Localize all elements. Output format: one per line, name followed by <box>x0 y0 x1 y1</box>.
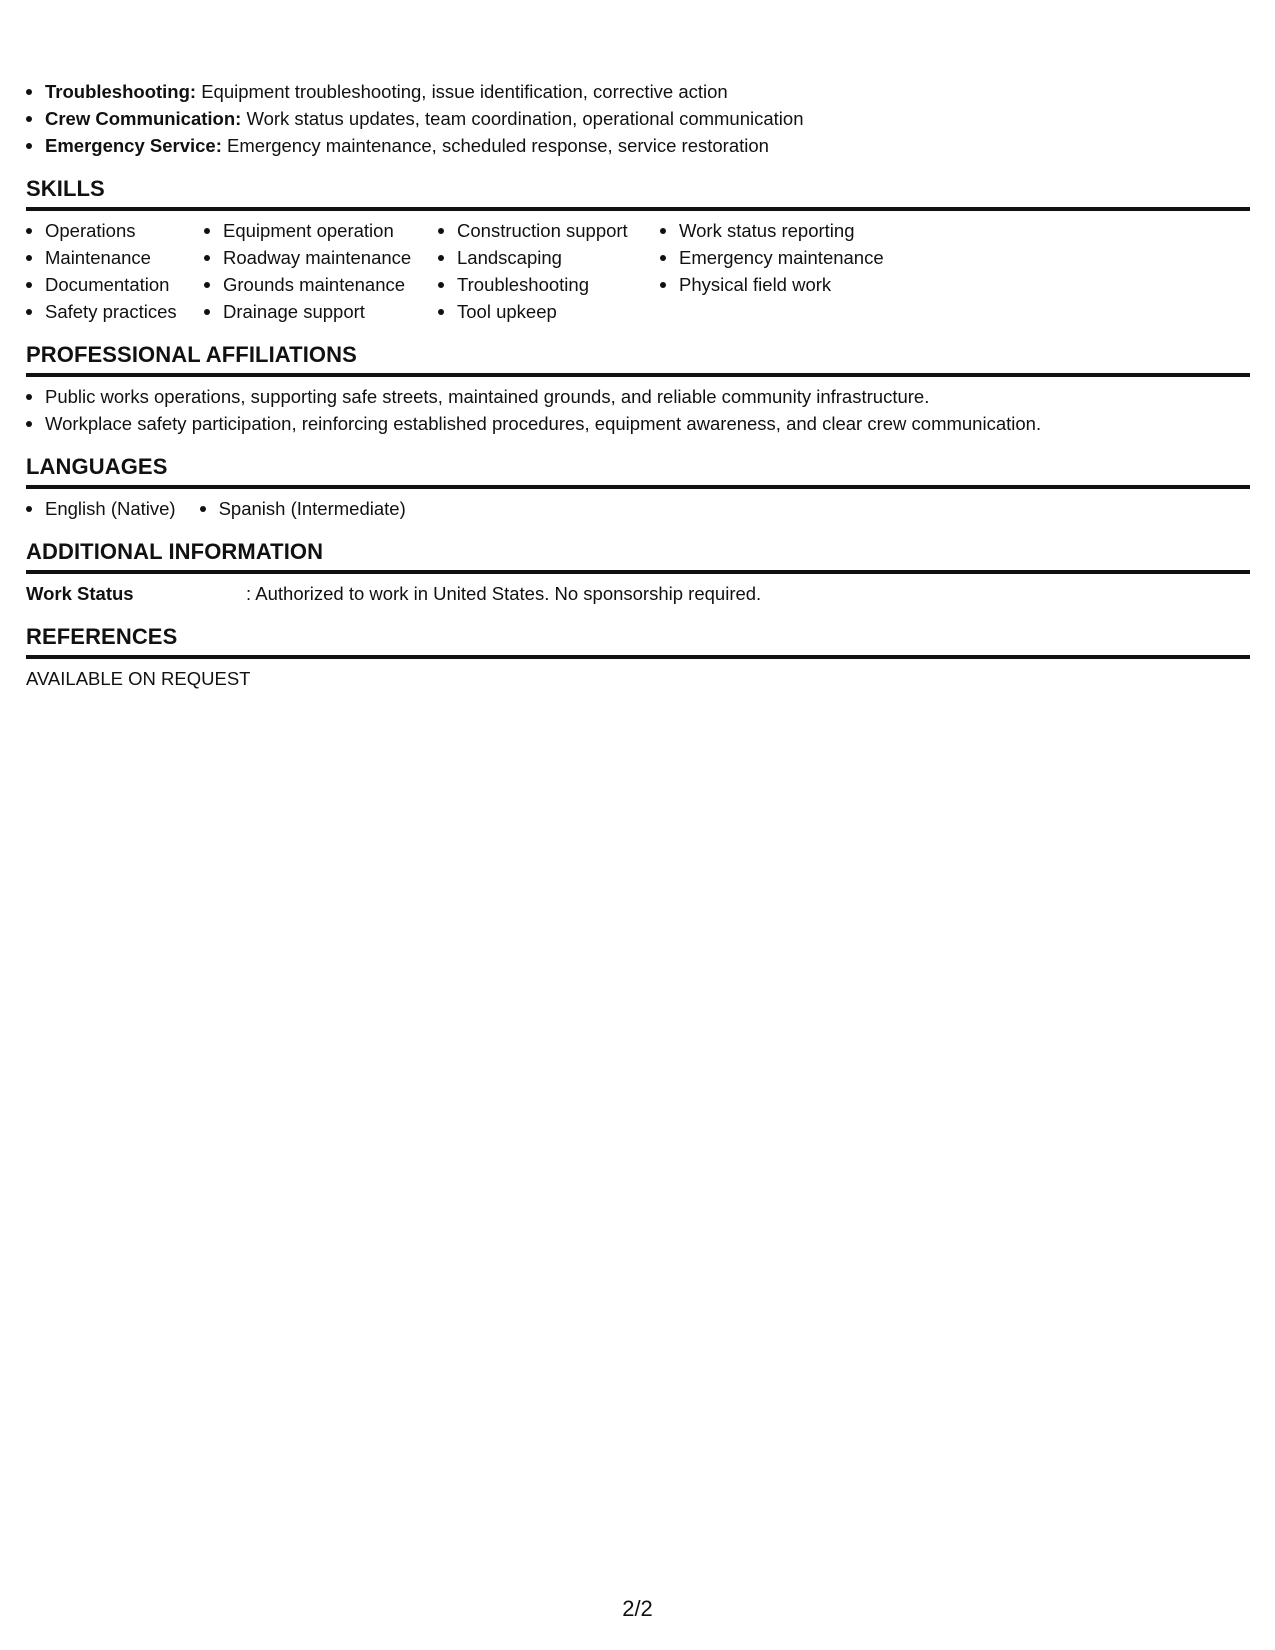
list-item <box>26 78 1250 105</box>
affiliations-list <box>26 383 1250 437</box>
resume-page <box>26 78 1250 692</box>
bullet-text: Emergency maintenance, scheduled response, service restoration <box>221 135 769 156</box>
list-item <box>26 132 1250 159</box>
intro-bullet-list <box>26 78 1250 159</box>
bullet-label: Emergency Service: <box>45 135 222 156</box>
skill-item: Operations <box>26 217 204 244</box>
bullet-label: Crew Communication: <box>45 108 242 129</box>
section-heading: SKILLS <box>26 175 1250 211</box>
section-heading: ADDITIONAL INFORMATION <box>26 538 1250 574</box>
work-status-row <box>26 580 1250 607</box>
skill-item: Drainage support <box>204 298 438 325</box>
section-heading: LANGUAGES <box>26 453 1250 489</box>
bullet-text: Work status updates, team coordination, operational communication <box>241 108 804 129</box>
skill-item: Maintenance <box>26 244 204 271</box>
list-item: Public works operations, supporting safe streets, maintained grounds, and reliable community infrastructure. <box>26 383 1250 410</box>
skill-item: Construction support <box>438 217 660 244</box>
skills-column <box>204 217 438 325</box>
affiliations-section <box>26 341 1250 437</box>
skills-column <box>660 217 960 298</box>
bullet-text: Equipment troubleshooting, issue identification, corrective action <box>196 81 728 102</box>
bullet-label: Troubleshooting: <box>45 81 197 102</box>
skill-item: Work status reporting <box>660 217 960 244</box>
list-item: Workplace safety participation, reinforcing established procedures, equipment awareness, and clear crew communication. <box>26 410 1250 437</box>
languages-section <box>26 453 1250 522</box>
skills-column <box>438 217 660 325</box>
skill-item: Safety practices <box>26 298 204 325</box>
skill-item: Equipment operation <box>204 217 438 244</box>
section-heading: PROFESSIONAL AFFILIATIONS <box>26 341 1250 377</box>
section-heading: REFERENCES <box>26 623 1250 659</box>
skill-item: Emergency maintenance <box>660 244 960 271</box>
skills-grid <box>26 217 1250 325</box>
language-item: Spanish (Intermediate) <box>200 495 406 522</box>
skill-item: Documentation <box>26 271 204 298</box>
languages-list <box>26 495 1250 522</box>
skills-section <box>26 175 1250 325</box>
skill-item: Landscaping <box>438 244 660 271</box>
skills-column <box>26 217 204 325</box>
skill-item: Roadway maintenance <box>204 244 438 271</box>
additional-info-section <box>26 538 1250 607</box>
skill-item: Tool upkeep <box>438 298 660 325</box>
references-section <box>26 623 1250 692</box>
list-item <box>26 105 1250 132</box>
work-status-label: Work Status <box>26 583 134 604</box>
references-text: AVAILABLE ON REQUEST <box>26 668 251 689</box>
skill-item: Physical field work <box>660 271 960 298</box>
work-status-value: : Authorized to work in United States. No sponsorship required. <box>246 583 762 604</box>
skill-item: Grounds maintenance <box>204 271 438 298</box>
language-item: English (Native) <box>26 495 176 522</box>
page-number: 2/2 <box>622 1596 653 1621</box>
skill-item: Troubleshooting <box>438 271 660 298</box>
